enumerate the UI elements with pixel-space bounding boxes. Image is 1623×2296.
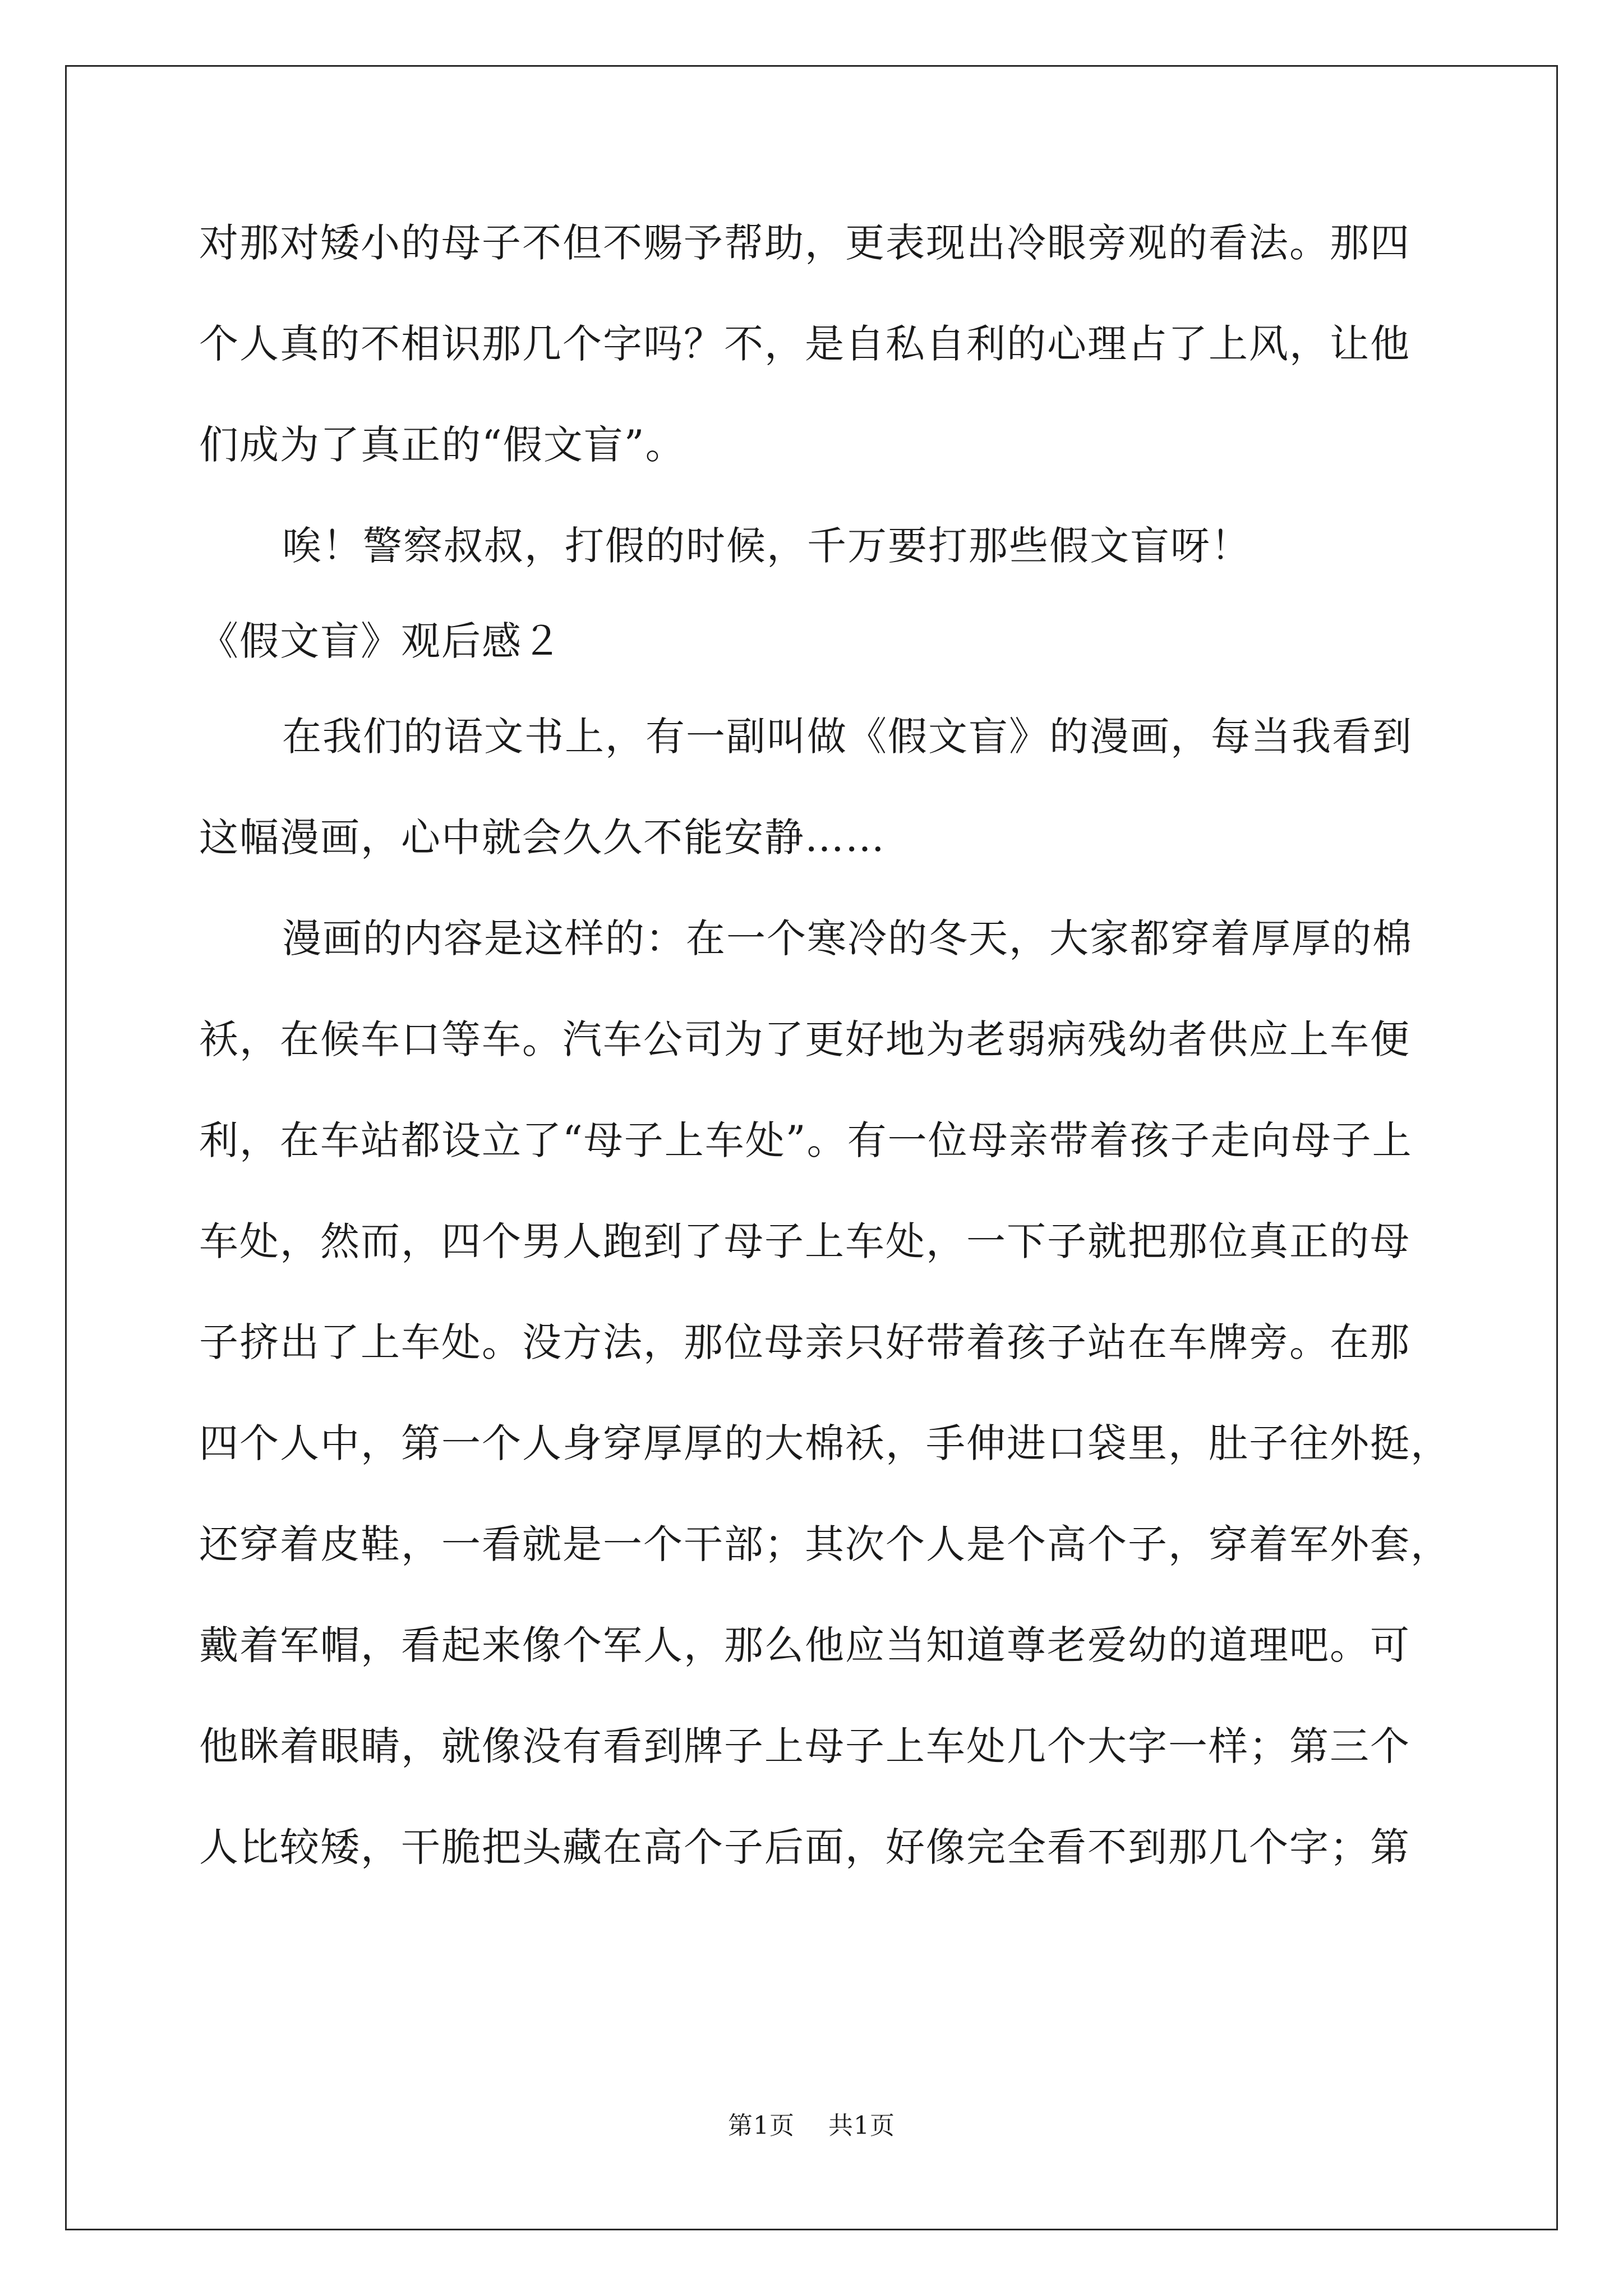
page-number: 第1页 (728, 2111, 795, 2140)
paragraph-line: 利，在车站都设立了“母子上车处”。有一位母亲带着孩子走向母子上 (199, 1117, 1413, 1163)
paragraph-line: 在我们的语文书上，有一副叫做《假文盲》的漫画，每当我看到 (282, 714, 1413, 760)
paragraph-line: 四个人中，第一个人身穿厚厚的大棉袄，手伸进口袋里，肚子往外挺， (199, 1420, 1451, 1466)
section-heading: 《假文盲》观后感２ (199, 618, 562, 664)
paragraph-line: 唉！警察叔叔，打假的时候，千万要打那些假文盲呀！ (282, 523, 1251, 569)
paragraph-line: 还穿着皮鞋，一看就是一个干部；其次个人是个高个子，穿着军外套， (199, 1521, 1451, 1567)
paragraph-line: 戴着军帽，看起来像个军人，那么他应当知道尊老爱幼的道理吧。可 (199, 1622, 1410, 1668)
paragraph-line: 对那对矮小的母子不但不赐予帮助，更表现出冷眼旁观的看法。那四 (199, 220, 1410, 266)
paragraph-line: 人比较矮，干脆把头藏在高个子后面，好像完全看不到那几个字；第 (199, 1824, 1410, 1870)
page-footer (0, 2110, 1623, 2142)
paragraph-line: 们成为了真正的“假文盲”。 (199, 422, 686, 468)
paragraph-line: 漫画的内容是这样的：在一个寒冷的冬天，大家都穿着厚厚的棉 (282, 915, 1413, 961)
page-total: 共1页 (828, 2111, 895, 2140)
paragraph-line: 车处，然而，四个男人跑到了母子上车处，一下子就把那位真正的母 (199, 1218, 1410, 1264)
paragraph-line: 他眯着眼睛，就像没有看到牌子上母子上车处几个大字一样；第三个 (199, 1723, 1410, 1769)
paragraph-line: 子挤出了上车处。没方法，那位母亲只好带着孩子站在车牌旁。在那 (199, 1319, 1410, 1365)
paragraph-line: 个人真的不相识那几个字吗？不，是自私自利的心理占了上风，让他 (199, 321, 1410, 367)
paragraph-line: 袄，在候车口等车。汽车公司为了更好地为老弱病残幼者供应上车便 (199, 1016, 1410, 1062)
paragraph-line: 这幅漫画，心中就会久久不能安静…… (199, 815, 886, 861)
